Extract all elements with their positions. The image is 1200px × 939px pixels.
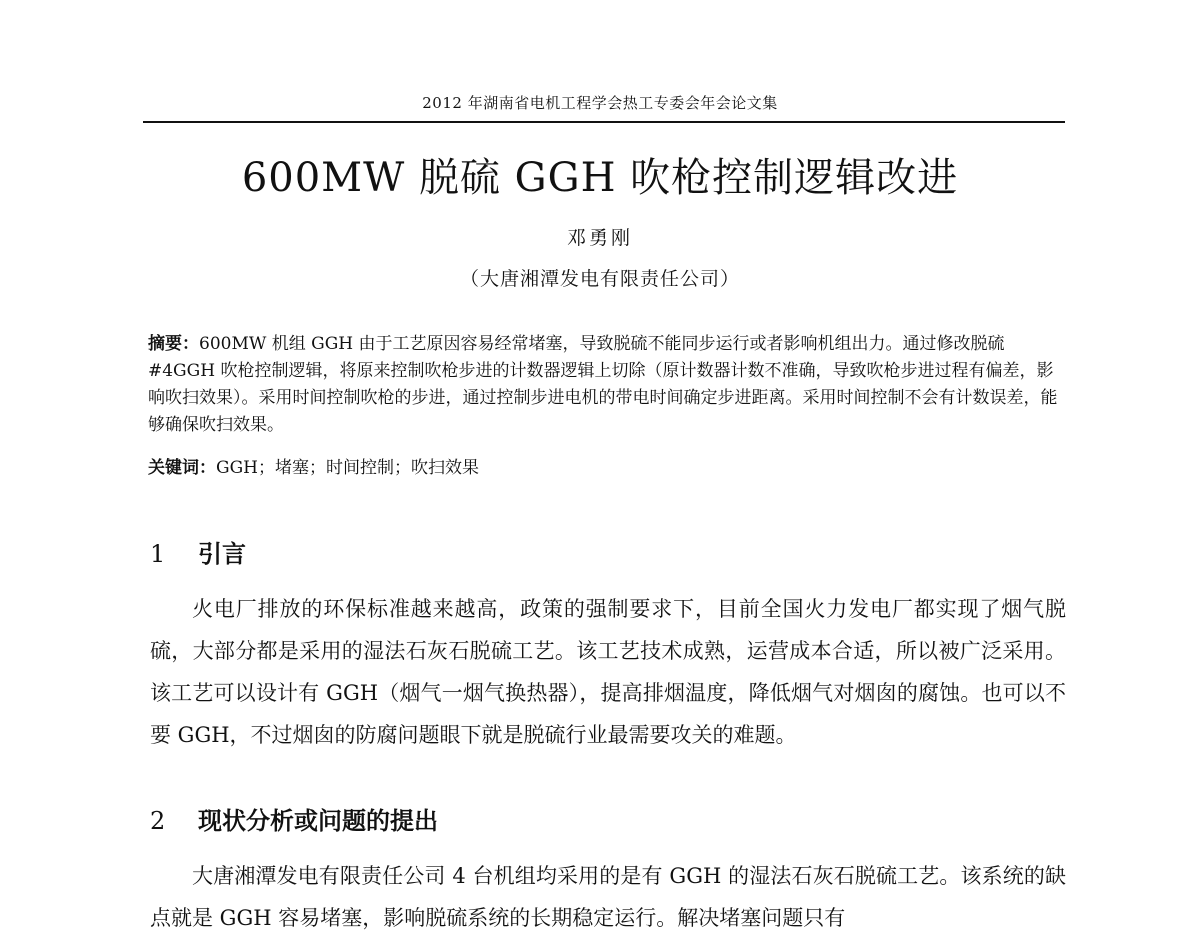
abstract-text: 600MW 机组 GGH 由于工艺原因容易经常堵塞，导致脱硫不能同步运行或者影响机组出力。通过修改脱硫#4GGH 吹枪控制逻辑，将原来控制吹枪步进的计数器逻辑上切除（原计数器计数不准确，导致吹枪步进过程有偏差，影响吹扫效果）。采用时间控制吹枪的步进，通过控制步进电机的带电时间确定步进距离。采用时间控制不会有计数误差，能够确保吹扫效果。 [148,334,1058,435]
section-number: 1 [150,540,166,568]
running-header: 2012 年湖南省电机工程学会热工专委会年会论文集 [422,94,778,112]
author-affiliation: （大唐湘潭发电有限责任公司） [459,268,740,290]
section-title: 现状分析或问题的提出 [198,806,438,835]
section-title: 引言 [198,539,246,568]
keywords [148,455,1066,482]
section-paragraph: 火电厂排放的环保标准越来越高，政策的强制要求下，目前全国火力发电厂都实现了烟气脱硫，大部分都是采用的湿法石灰石脱硫工艺。该工艺技术成熟，运营成本合适，所以被广泛采用。该工艺可以设计有 GGH（烟气一烟气换热器），提高排烟温度，降低烟气对烟囱的腐蚀。也可以不要 GGH，不过烟囱的防腐问题眼下就是脱硫行业最需要攻关的难题。 [150,597,1066,747]
section-heading [150,538,246,570]
paper-title: 600MW 脱硫 GGH 吹枪控制逻辑改进 [241,155,959,201]
section-paragraph: 大唐湘潭发电有限责任公司 4 台机组均采用的是有 GGH 的湿法石灰石脱硫工艺。该系统的缺点就是 GGH 容易堵塞，影响脱硫系统的长期稳定运行。解决堵塞问题只有 [150,864,1066,930]
abstract-label: 摘要： [148,334,199,354]
keywords-label: 关键词： [148,458,216,478]
author-name: 邓勇刚 [566,227,633,249]
section-number: 2 [150,807,166,835]
abstract [148,331,1066,439]
header-rule [143,121,1065,123]
section-heading [150,805,438,837]
keywords-text: GGH；堵塞；时间控制；吹扫效果 [216,458,479,478]
